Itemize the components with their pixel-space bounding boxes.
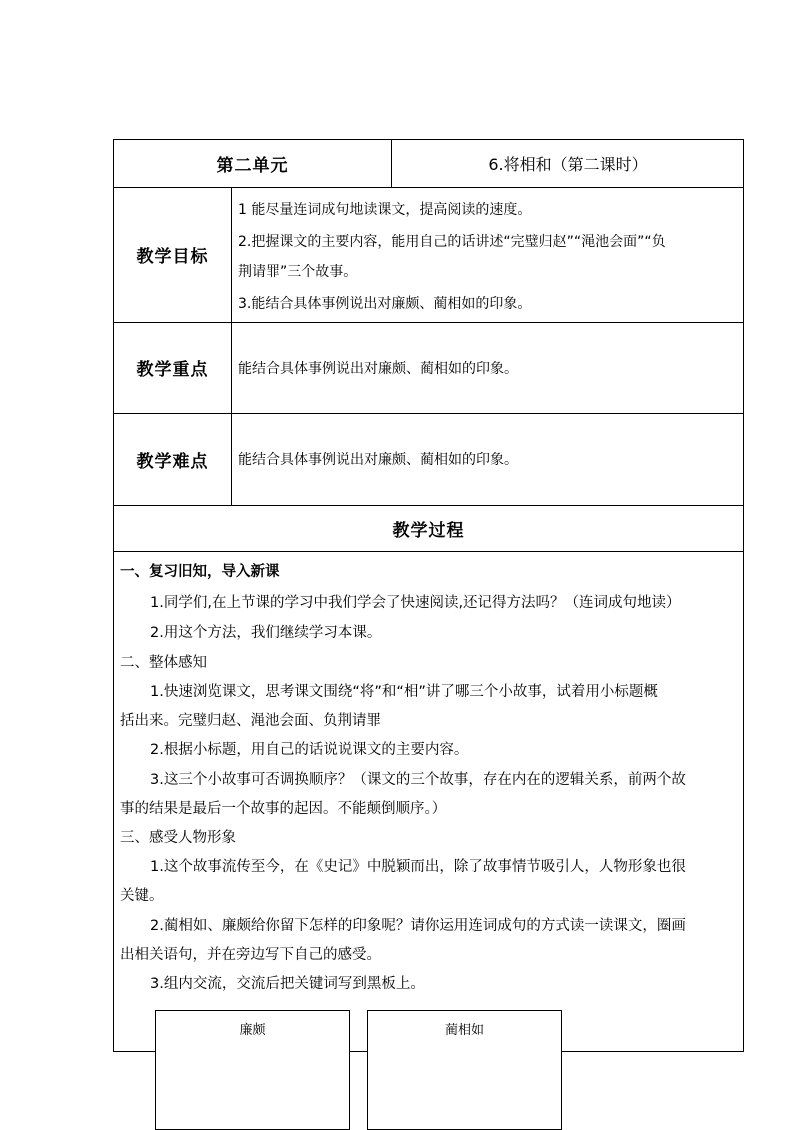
- goal-line: 1 能尽量连词成句地读课文，提高阅读的速度。: [238, 202, 532, 218]
- paragraph-line: 2.根据小标题，用自己的话说说课文的主要内容。: [150, 742, 469, 758]
- lian-po-box: [155, 1010, 350, 1130]
- process-title: 教学过程: [392, 521, 465, 541]
- goal-line: 荆请罪”三个故事。: [238, 264, 358, 280]
- lian-po-box-label: 廉颇: [239, 1023, 266, 1038]
- paragraph-line: 1.快速浏览课文，思考课文围绕“将”和“相”讲了哪三个小故事，试着用小标题概: [150, 684, 658, 700]
- lin-xiangru-box: [367, 1010, 562, 1130]
- unit-title: 第二单元: [216, 156, 289, 176]
- goal-line: 3.能结合具体事例说出对廉颇、蔺相如的印象。: [238, 296, 532, 312]
- goals-content: [232, 187, 744, 322]
- section-heading: 三、感受人物形象: [120, 830, 236, 846]
- paragraph-line: 1.这个故事流传至今，在《史记》中脱颖而出，除了故事情节吸引人，人物形象也很: [150, 859, 686, 875]
- lin-xiangru-box-label: 蔺相如: [444, 1023, 484, 1038]
- paragraph-line: 关键。: [120, 888, 164, 904]
- section-heading: 一、复习旧知，导入新课: [120, 564, 280, 580]
- lesson-title: 6.将相和（第二课时）: [488, 155, 648, 174]
- paragraph-line: 3.这三个小故事可否调换顺序？（课文的三个故事，存在内在的逻辑关系，前两个故: [150, 772, 686, 788]
- paragraph-line: 出相关语句，并在旁边写下自己的感受。: [120, 947, 381, 963]
- key-points-content: 能结合具体事例说出对廉颇、蔺相如的印象。: [238, 360, 518, 377]
- paragraph-line: 3.组内交流，交流后把关键词写到黑板上。: [150, 976, 425, 992]
- goal-line: 2.把握课文的主要内容，能用自己的话讲述“完璧归赵”“渑池会面”“负: [238, 234, 666, 250]
- goals-label: 教学目标: [136, 247, 209, 267]
- difficulties-content: 能结合具体事例说出对廉颇、蔺相如的印象。: [238, 452, 518, 468]
- paragraph-line: 括出来。完璧归赵、渑池会面、负荆请罪: [120, 713, 381, 729]
- paragraph-line: 2.蔺相如、廉颇给你留下怎样的印象呢？请你运用连词成句的方式读一读课文，圈画: [150, 918, 686, 934]
- paragraph-line: 事的结果是最后一个故事的起因。不能颠倒顺序。）: [120, 801, 447, 817]
- paragraph-line: 2.用这个方法，我们继续学习本课。: [150, 625, 382, 641]
- difficulties-label: 教学难点: [136, 451, 209, 472]
- paragraph-line: 1.同学们,在上节课的学习中我们学会了快速阅读,还记得方法吗？（连词成句地读）: [150, 595, 681, 611]
- section-heading: 二、整体感知: [120, 655, 207, 671]
- lesson-plan-table: [113, 139, 744, 1052]
- process-content: [114, 551, 743, 1051]
- key-points-label: 教学重点: [136, 360, 209, 380]
